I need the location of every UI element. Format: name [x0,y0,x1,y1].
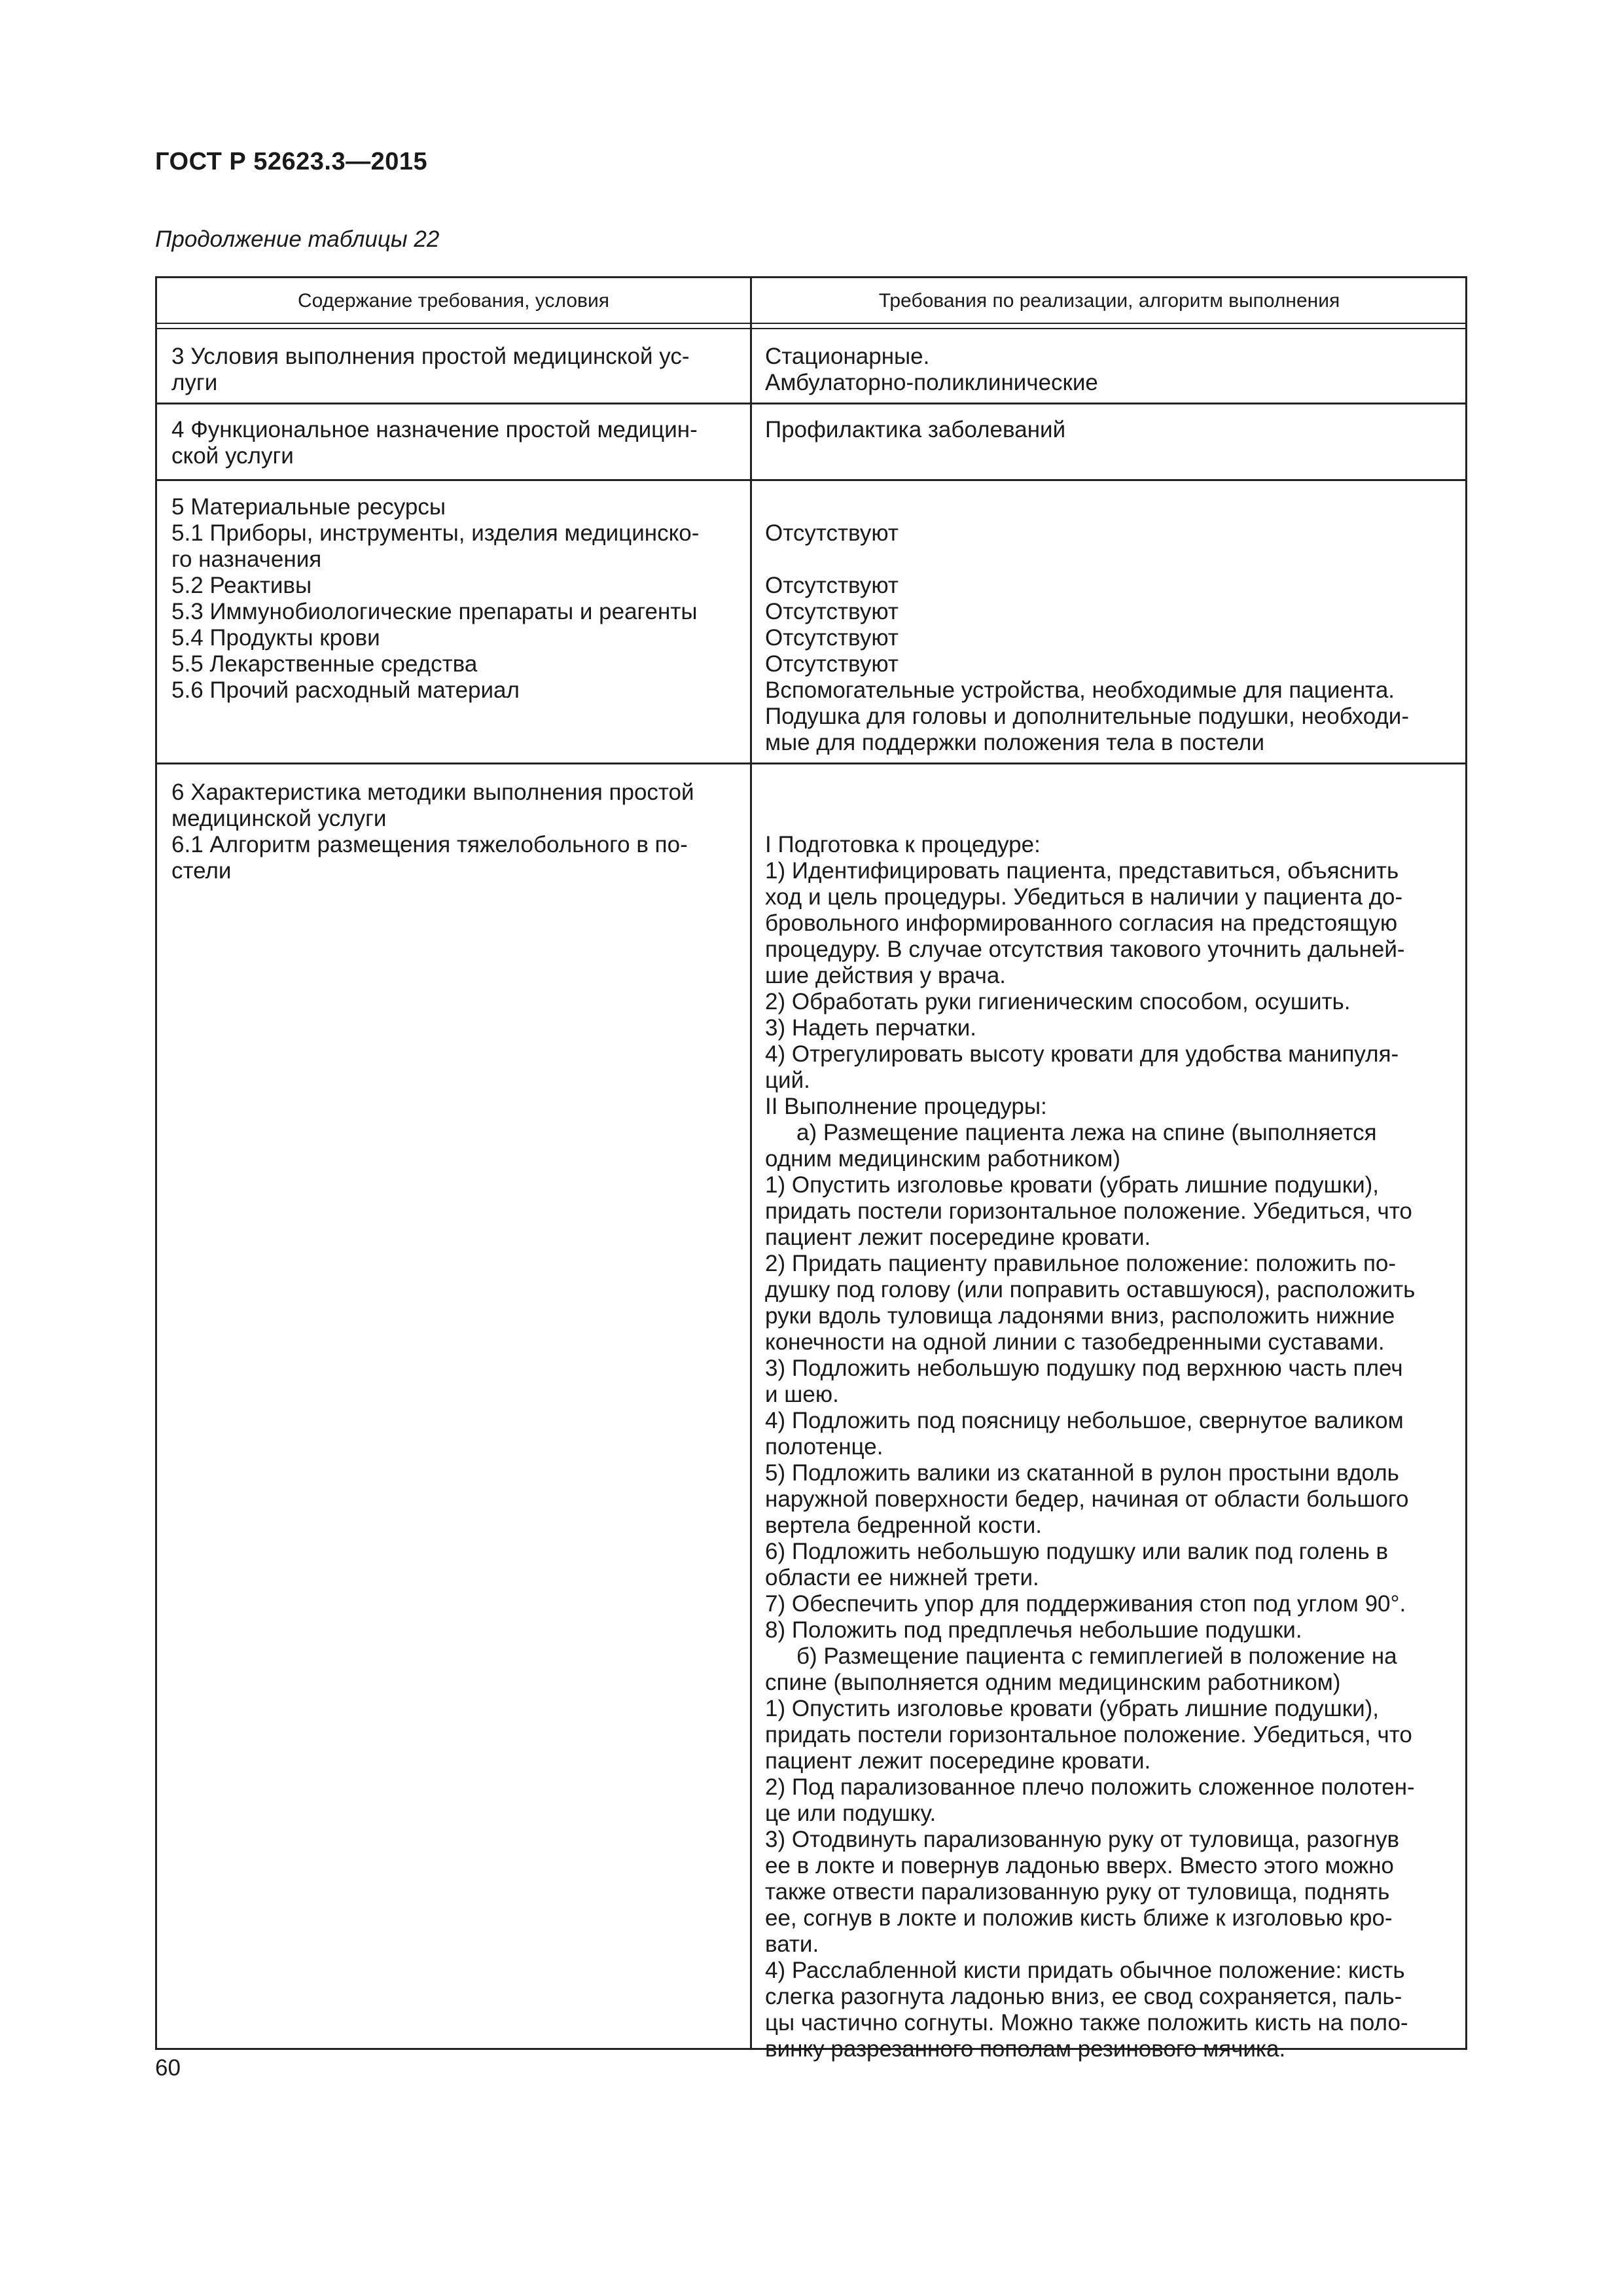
text-line: руки вдоль туловища ладонями вниз, расположить нижние [765,1303,1395,1329]
text-line: 1) Идентифицировать пациента, представиться, объяснить [765,858,1399,884]
text-line: придать постели горизонтальное положение. Убедиться, что [765,1198,1412,1224]
text-line: 7) Обеспечить упор для поддерживания стоп под углом 90°. [765,1591,1406,1617]
row4-implementation [765,417,1455,443]
text-line: вати. [765,1931,819,1957]
text-line: Вспомогательные устройства, необходимые для пациента. [765,677,1395,703]
text-line: 3) Отодвинуть парализованную руку от туловища, разогнув [765,1827,1400,1852]
text-line: 4 Функциональное назначение простой медицин- [171,417,698,442]
text-line: ход и цель процедуры. Убедиться в наличии у пациента до- [765,884,1403,910]
text-line: 1) Опустить изголовье кровати (убрать лишние подушки), [765,1172,1379,1198]
text-line: 2) Обработать руки гигиеническим способом, осушить. [765,989,1351,1014]
row-separator [157,403,1465,404]
text-line: I Подготовка к процедуре: [765,832,1041,857]
text-line: придать постели горизонтальное положение. Убедиться, что [765,1722,1412,1748]
text-line: 5.4 Продукты крови [171,625,380,651]
header-rule [157,323,1465,324]
column-header-requirement: Содержание требования, условия [298,290,609,312]
text-line: 5.1 Приборы, инструменты, изделия медицинско- [171,520,700,546]
row-separator [157,762,1465,764]
text-line: б) Размещение пациента с гемиплегией в положение на [796,1643,1397,1669]
text-line: 2) Придать пациенту правильное положение: положить по- [765,1251,1397,1276]
row5-requirement [171,494,738,704]
text-line: Отсутствуют [765,651,899,677]
text-line: Отсутствуют [765,573,899,598]
text-line: 6.1 Алгоритм размещения тяжелобольного в по- [171,832,688,857]
page-number: 60 [155,2055,181,2081]
text-line: 3) Надеть перчатки. [765,1015,976,1041]
text-line: 4) Расслабленной кисти придать обычное положение: кисть [765,1958,1405,1983]
text-line: 2) Под парализованное плечо положить сложенное полотен- [765,1774,1415,1800]
spacer [765,547,1455,573]
text-line: мые для поддержки положения тела в постели [765,730,1265,755]
table-caption: Продолжение таблицы 22 [155,226,440,252]
document-title: ГОСТ Р 52623.3—2015 [155,148,428,175]
text-line: 5.2 Реактивы [171,573,312,598]
text-line: ее в локте и повернув ладонью вверх. Вместо этого можно [765,1853,1394,1878]
text-line: а) Размещение пациента лежа на спине (выполняется [796,1120,1377,1145]
text-line: бровольного информированного согласия на предстоящую [765,910,1398,936]
text-line: 5.6 Прочий расходный материал [171,677,520,703]
text-line: слегка разогнута ладонью вниз, ее свод сохраняется, паль- [765,1984,1402,2009]
text-line: 6 Характеристика методики выполнения простой [171,780,694,805]
text-line: и шею. [765,1382,839,1407]
text-line: одним медицинским работником) [765,1146,1121,1172]
text-line: процедуру. В случае отсутствия такового уточнить дальней- [765,937,1405,962]
row3-requirement [171,344,738,396]
text-line: области ее нижней трети. [765,1565,1039,1590]
text-line: Профилактика заболеваний [765,417,1066,442]
text-line: 6) Подложить небольшую подушку или валик под голень в [765,1539,1389,1564]
text-line: 4) Отрегулировать высоту кровати для удобства манипуля- [765,1041,1399,1067]
text-line: душку под голову (или поправить оставшуюся), расположить [765,1277,1416,1302]
text-line: ской услуги [171,443,294,469]
text-line: наружной поверхности бедер, начиная от области большого [765,1486,1409,1512]
text-line: медицинской услуги [171,806,387,831]
row3-implementation [765,344,1455,396]
requirements-table [155,276,1467,2062]
text-line: луги [171,370,218,395]
text-line: Амбулаторно-поликлинические [765,370,1098,395]
text-line: 5.3 Иммунобиологические препараты и реагенты [171,599,698,624]
text-line: вертела бедренной кости. [765,1513,1042,1538]
text-line: Отсутствуют [765,625,899,651]
text-line: го назначения [171,547,322,572]
text-line: спине (выполняется одним медицинским работником) [765,1670,1341,1695]
row5-implementation [765,520,1455,756]
text-line: ее, согнув в локте и положив кисть ближе к изголовью кро- [765,1905,1393,1931]
text-line: ций. [765,1067,810,1093]
text-line: шие действия у врача. [765,963,1007,988]
text-line: винку разрезанного пополам резинового мячика. [765,2036,1286,2062]
text-line: также отвести парализованную руку от туловища, поднять [765,1879,1390,1905]
text-line: це или подушку. [765,1801,936,1826]
text-line: 3 Условия выполнения простой медицинской ус- [171,344,690,369]
text-line: 5.5 Лекарственные средства [171,651,478,677]
text-line: полотенце. [765,1434,883,1460]
row-separator [157,479,1465,481]
header-rule-double [157,328,1465,329]
text-line: Подушка для головы и дополнительные подушки, необходи- [765,704,1410,729]
column-divider [750,278,752,2048]
row6-requirement [171,780,738,884]
row6-implementation [765,832,1455,2062]
text-line: стели [171,858,232,884]
text-line: Стационарные. [765,344,930,369]
text-line: 5) Подложить валики из скатанной в рулон простыни вдоль [765,1460,1399,1486]
text-line: цы частично согнуты. Можно также положить кисть на поло- [765,2010,1408,2036]
text-line: 3) Подложить небольшую подушку под верхнюю часть плеч [765,1355,1403,1381]
text-line: 4) Подложить под поясницу небольшое, свернутое валиком [765,1408,1404,1433]
text-line: пациент лежит посередине кровати. [765,1748,1151,1774]
text-line: 1) Опустить изголовье кровати (убрать лишние подушки), [765,1696,1379,1721]
text-line: 5 Материальные ресурсы [171,494,446,520]
text-line: конечности на одной линии с тазобедренными суставами. [765,1329,1385,1355]
text-line: Отсутствуют [765,520,899,546]
text-line: 8) Положить под предплечья небольшие подушки. [765,1617,1302,1643]
text-line: Отсутствуют [765,599,899,624]
column-header-implementation: Требования по реализации, алгоритм выполнения [878,290,1340,312]
text-line: пациент лежит посередине кровати. [765,1225,1151,1250]
text-line: II Выполнение процедуры: [765,1094,1047,1119]
row4-requirement [171,417,738,469]
